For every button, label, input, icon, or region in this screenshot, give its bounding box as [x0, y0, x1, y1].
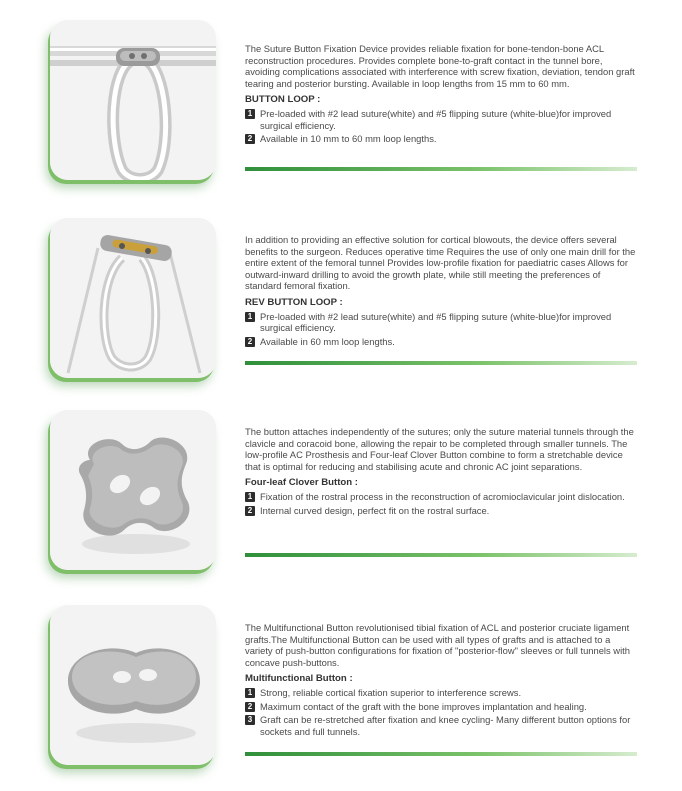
four-leaf-clover-button-image [50, 410, 216, 570]
list-item [245, 133, 637, 145]
list-item [245, 336, 637, 348]
list-item [245, 491, 637, 503]
list-item-text: Available in 10 mm to 60 mm loop lengths. [260, 133, 437, 145]
product-description: In addition to providing an effective solution for cortical blowouts, the device offers several benefits to the surgeon. Reduces operative time Requires the use of only one main drill for the entire extent of the femoral tunnel Provides low-profile fixation for paediatric cases Allows for outward-inward drilling to avoid the growth plate, while still meeting the preferences of standard femoral fixation. [245, 234, 636, 292]
number-badge: 1 [245, 109, 255, 119]
list-item [245, 108, 637, 131]
section-divider [245, 361, 637, 365]
number-badge: 1 [245, 312, 255, 322]
list-item [245, 505, 637, 517]
list-item [245, 311, 637, 334]
product-heading: Multifunctional Button : [245, 673, 353, 685]
number-badge: 3 [245, 715, 255, 725]
list-item-text: Available in 60 mm loop lengths. [260, 335, 395, 347]
product-description: The Suture Button Fixation Device provides reliable fixation for bone-tendon-bone ACL reconstruction procedures. Provides complete bone-to-graft contact in the tunnel bore, avoiding complications associated with interference with screw fixation, deviation, tendon graft tearing and posterior bursting. Available in loop lengths from 15 mm to 60 mm. [245, 43, 635, 89]
list-item-text: Pre-loaded with #2 lead suture(white) and #5 flipping suture (white-blue)for improved surgical efficiency. [260, 310, 612, 334]
section-divider [245, 752, 637, 756]
list-item-text: Maximum contact of the graft with the bone improves implantation and healing. [260, 700, 587, 712]
number-badge: 2 [245, 337, 255, 347]
list-item [245, 687, 637, 699]
list-item-text: Internal curved design, perfect fit on the rostral surface. [260, 504, 490, 516]
list-item-text: Pre-loaded with #2 lead suture(white) and #5 flipping suture (white-blue)for improved surgical efficiency. [260, 107, 612, 131]
multifunctional-button-image [50, 605, 216, 765]
number-badge: 2 [245, 506, 255, 516]
product-description: The button attaches independently of the sutures; only the suture material tunnels through the clavicle and coracoid bone, allowing the repair to be completed through smaller tunnels. The low-profile AC Prosthesis and Four-leaf Clover Button combine to form a stretchable device that is optimal for reducing and stabilising acute and chronic AC joint separations. [245, 426, 634, 472]
number-badge: 2 [245, 134, 255, 144]
number-badge: 2 [245, 702, 255, 712]
number-badge: 1 [245, 492, 255, 502]
list-item-text: Fixation of the rostral process in the reconstruction of acromioclavicular joint dislocation. [260, 490, 625, 502]
product-heading: Four-leaf Clover Button : [245, 477, 358, 489]
product-heading: REV BUTTON LOOP : [245, 296, 343, 308]
section-divider [245, 167, 637, 171]
list-item-text: Graft can be re-stretched after fixation and knee cycling- Many different button options for sockets and full tunnels. [260, 714, 631, 737]
list-item [245, 701, 637, 713]
list-item-text: Strong, reliable cortical fixation superior to interference screws. [260, 686, 522, 698]
number-badge: 1 [245, 688, 255, 698]
product-description: The Multifunctional Button revolutionised tibial fixation of ACL and posterior cruciate ligament grafts.The Multifunctional Button can be used with all types of grafts and is attached to a variety of push-button configurations for fixation of "posterior-flow" sleeves or full tunnels with concave push-buttons. [245, 622, 630, 668]
rev-button-loop-image [50, 218, 216, 378]
product-heading: BUTTON LOOP : [245, 94, 321, 106]
list-item [245, 714, 637, 737]
section-divider [245, 553, 637, 557]
suture-button-loop-image [50, 20, 216, 180]
